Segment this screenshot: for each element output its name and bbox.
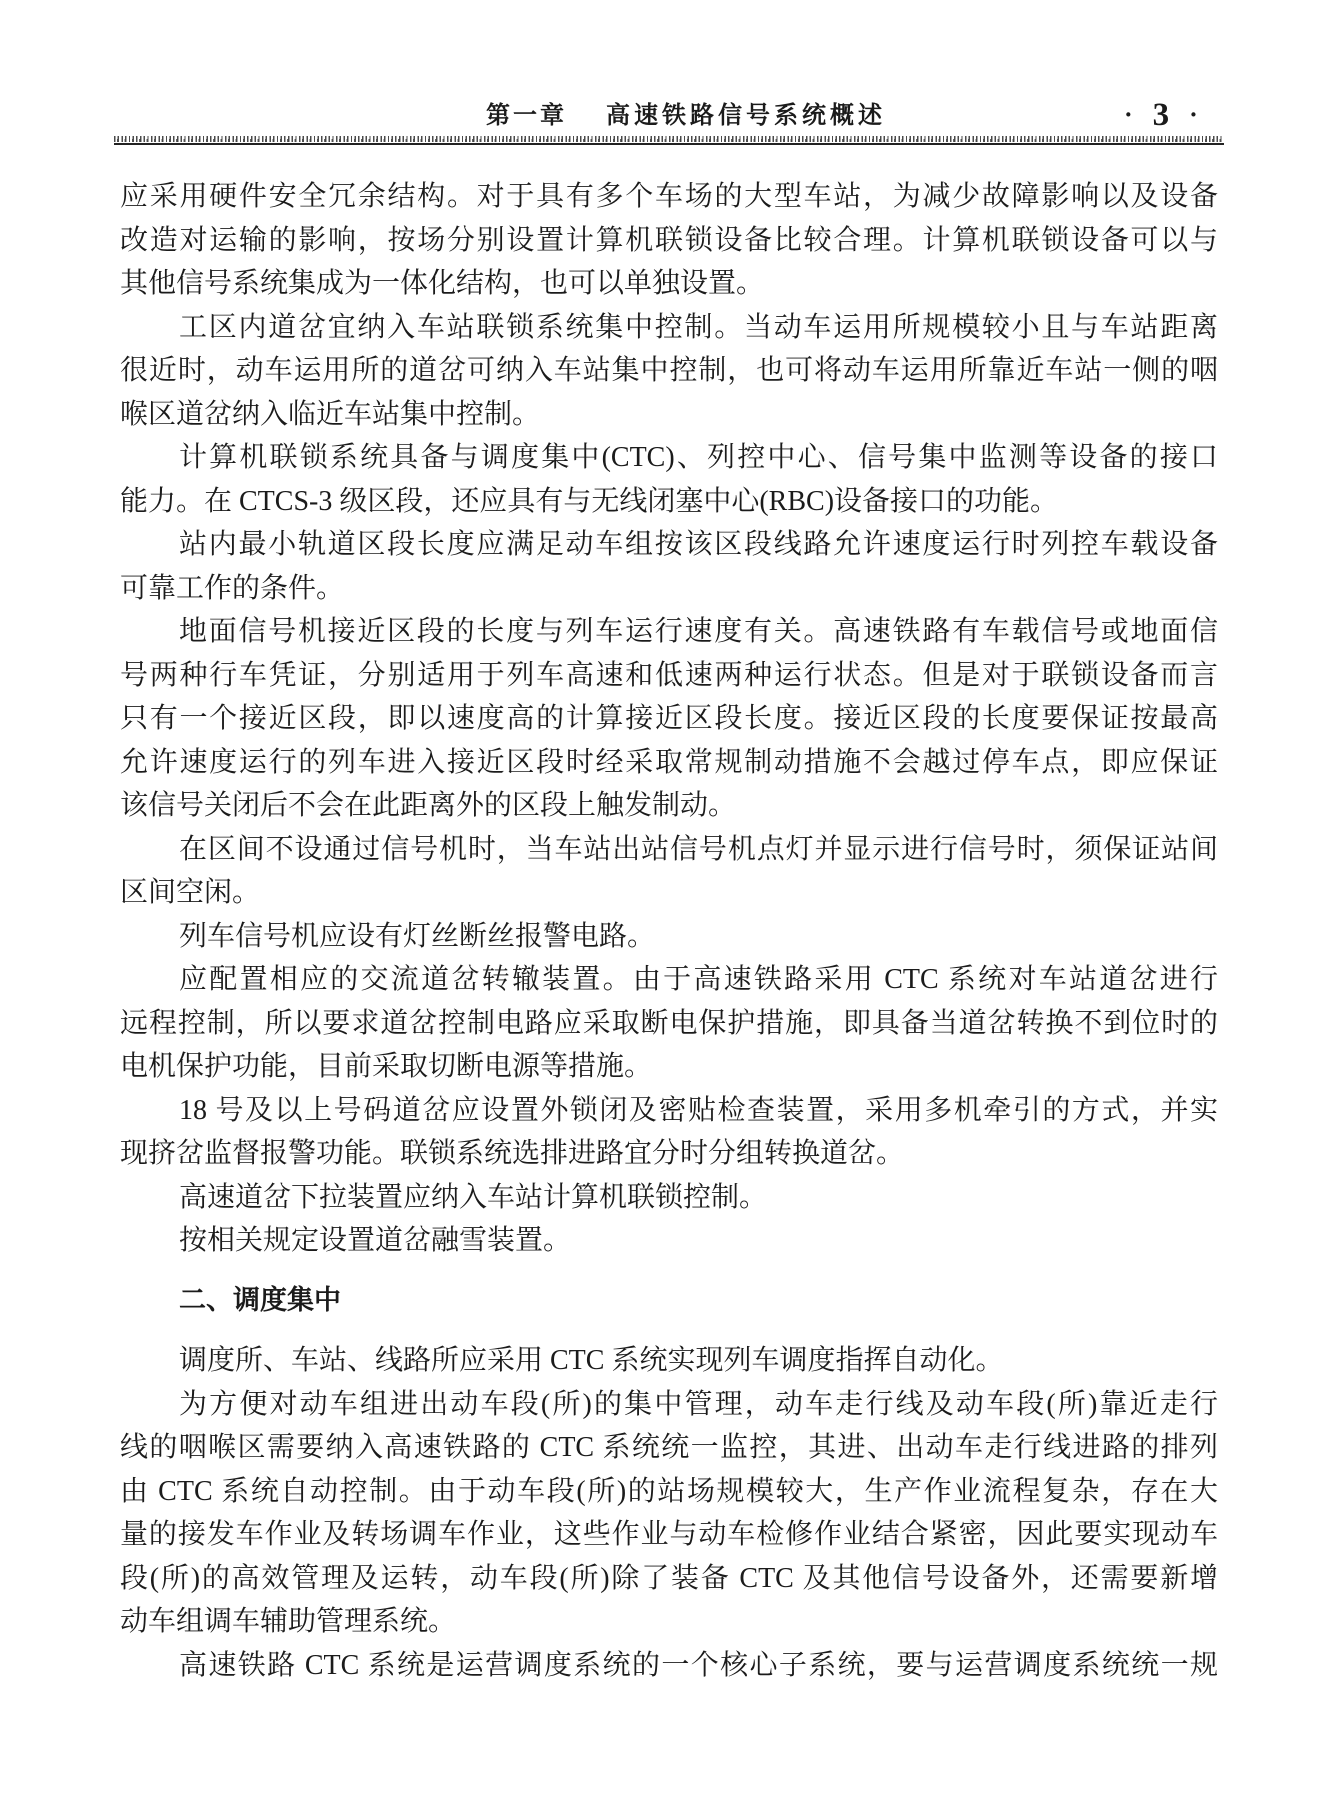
- paragraph: [120, 1176, 1218, 1220]
- text-line: 高速道岔下拉装置应纳入车站计算机联锁控制。: [179, 1181, 768, 1213]
- text-line: 线的咽喉区需要纳入高速铁路的 CTC 系统统一监控，其进、出动车走行线进路的排列: [120, 1432, 1218, 1463]
- paragraph: [120, 1644, 1218, 1688]
- text-line: 喉区道岔纳入临近车站集中控制。: [120, 398, 541, 430]
- text-line: 为方便对动车组进出动车段(所)的集中管理，动车走行线及动车段(所)靠近走行: [179, 1388, 1218, 1420]
- text-line: 列车信号机应设有灯丝断丝报警电路。: [179, 920, 656, 952]
- text-line: 很近时，动车运用所的道岔可纳入车站集中控制，也可将动车运用所靠近车站一侧的咽: [120, 355, 1218, 386]
- header-rule-ornament: [115, 139, 1224, 142]
- text-line: 允许速度运行的列车进入接近区段时经采取常规制动措施不会越过停车点，即应保证: [120, 746, 1218, 778]
- chapter-title: 高速铁路信号系统概述: [606, 100, 886, 129]
- text-line: 工区内道岔宜纳入车站联锁系统集中控制。当动车运用所规模较小且与车站距离: [179, 311, 1218, 343]
- paragraph: [120, 915, 1218, 959]
- text-line: 应配置相应的交流道岔转辙装置。由于高速铁路采用 CTC 系统对车站道岔进行: [179, 964, 1218, 995]
- paragraph: [120, 1339, 1218, 1383]
- paragraph: [120, 523, 1218, 610]
- paragraph: [120, 828, 1218, 915]
- page-number-dot: ·: [1189, 100, 1198, 129]
- text-line: 电机保护功能，目前采取切断电源等措施。: [120, 1051, 653, 1082]
- text-line: 应采用硬件安全冗余结构。对于具有多个车场的大型车站，为减少故障影响以及设备: [120, 181, 1218, 212]
- text-line: 现挤岔监督报警功能。联锁系统选排进路宜分时分组转换道岔。: [120, 1138, 905, 1169]
- text-line: 号两种行车凭证，分别适用于列车高速和低速两种运行状态。但是对于联锁设备而言: [120, 659, 1218, 691]
- text-line: 能力。在 CTCS-3 级区段，还应具有与无线闭塞中心(RBC)设备接口的功能。: [120, 485, 1059, 517]
- text-line: 站内最小轨道区段长度应满足动车组按该区段线路允许速度运行时列控车载设备: [179, 529, 1218, 560]
- paragraph: [120, 610, 1218, 828]
- text-line: 由 CTC 系统自动控制。由于动车段(所)的站场规模较大，生产作业流程复杂，存在大: [120, 1475, 1218, 1507]
- text-line: 改造对运输的影响，按场分别设置计算机联锁设备比较合理。计算机联锁设备可以与: [120, 224, 1218, 256]
- page-number-dot: ·: [1124, 100, 1133, 129]
- page-number: [1124, 96, 1198, 134]
- text-line: 调度所、车站、线路所应采用 CTC 系统实现列车调度指挥自动化。: [179, 1345, 1004, 1376]
- page-number-value: 3: [1152, 97, 1170, 133]
- paragraph: [120, 306, 1218, 437]
- section-heading: 二、调度集中: [179, 1285, 341, 1316]
- header-rule: [114, 135, 1224, 146]
- text-line: 高速铁路 CTC 系统是运营调度系统的一个核心子系统，要与运营调度系统统一规: [179, 1649, 1218, 1681]
- paragraph: [120, 175, 1218, 306]
- text-line: 地面信号机接近区段的长度与列车运行速度有关。高速铁路有车载信号或地面信: [179, 616, 1218, 647]
- text-line: 该信号关闭后不会在此距离外的区段上触发制动。: [120, 790, 737, 821]
- text-line: 按相关规定设置道岔融雪装置。: [179, 1225, 572, 1256]
- text-line: 段(所)的高效管理及运转，动车段(所)除了装备 CTC 及其他信号设备外，还需要新增: [120, 1562, 1218, 1594]
- text-line: 18 号及以上号码道岔应设置外锁闭及密贴检查装置，采用多机牵引的方式，并实: [179, 1094, 1218, 1126]
- paragraph: [120, 1089, 1218, 1176]
- text-line: 区间空闲。: [120, 877, 261, 908]
- text-line: 动车组调车辅助管理系统。: [120, 1606, 457, 1637]
- chapter-label: 第一章: [486, 100, 567, 129]
- running-header: [0, 96, 1339, 134]
- text-line: 量的接发车作业及转场调车作业，这些作业与动车检修作业结合紧密，因此要实现动车: [120, 1519, 1218, 1550]
- paragraph: [120, 436, 1218, 523]
- paragraph: [120, 1219, 1218, 1263]
- text-line: 其他信号系统集成为一体化结构，也可以单独设置。: [120, 268, 765, 299]
- text-line: 远程控制，所以要求道岔控制电路应采取断电保护措施，即具备当道岔转换不到位时的: [120, 1007, 1218, 1039]
- text-line: 在区间不设通过信号机时，当车站出站信号机点灯并显示进行信号时，须保证站间: [179, 833, 1218, 865]
- paragraph: [120, 958, 1218, 1089]
- paragraph: [120, 1383, 1218, 1644]
- body-text: [120, 175, 1218, 1687]
- text-line: 计算机联锁系统具备与调度集中(CTC)、列控中心、信号集中监测等设备的接口: [179, 442, 1218, 473]
- text-line: 只有一个接近区段，即以速度高的计算接近区段长度。接近区段的长度要保证按最高: [120, 703, 1218, 734]
- text-line: 可靠工作的条件。: [120, 572, 345, 604]
- header-rule-line: [114, 143, 1224, 145]
